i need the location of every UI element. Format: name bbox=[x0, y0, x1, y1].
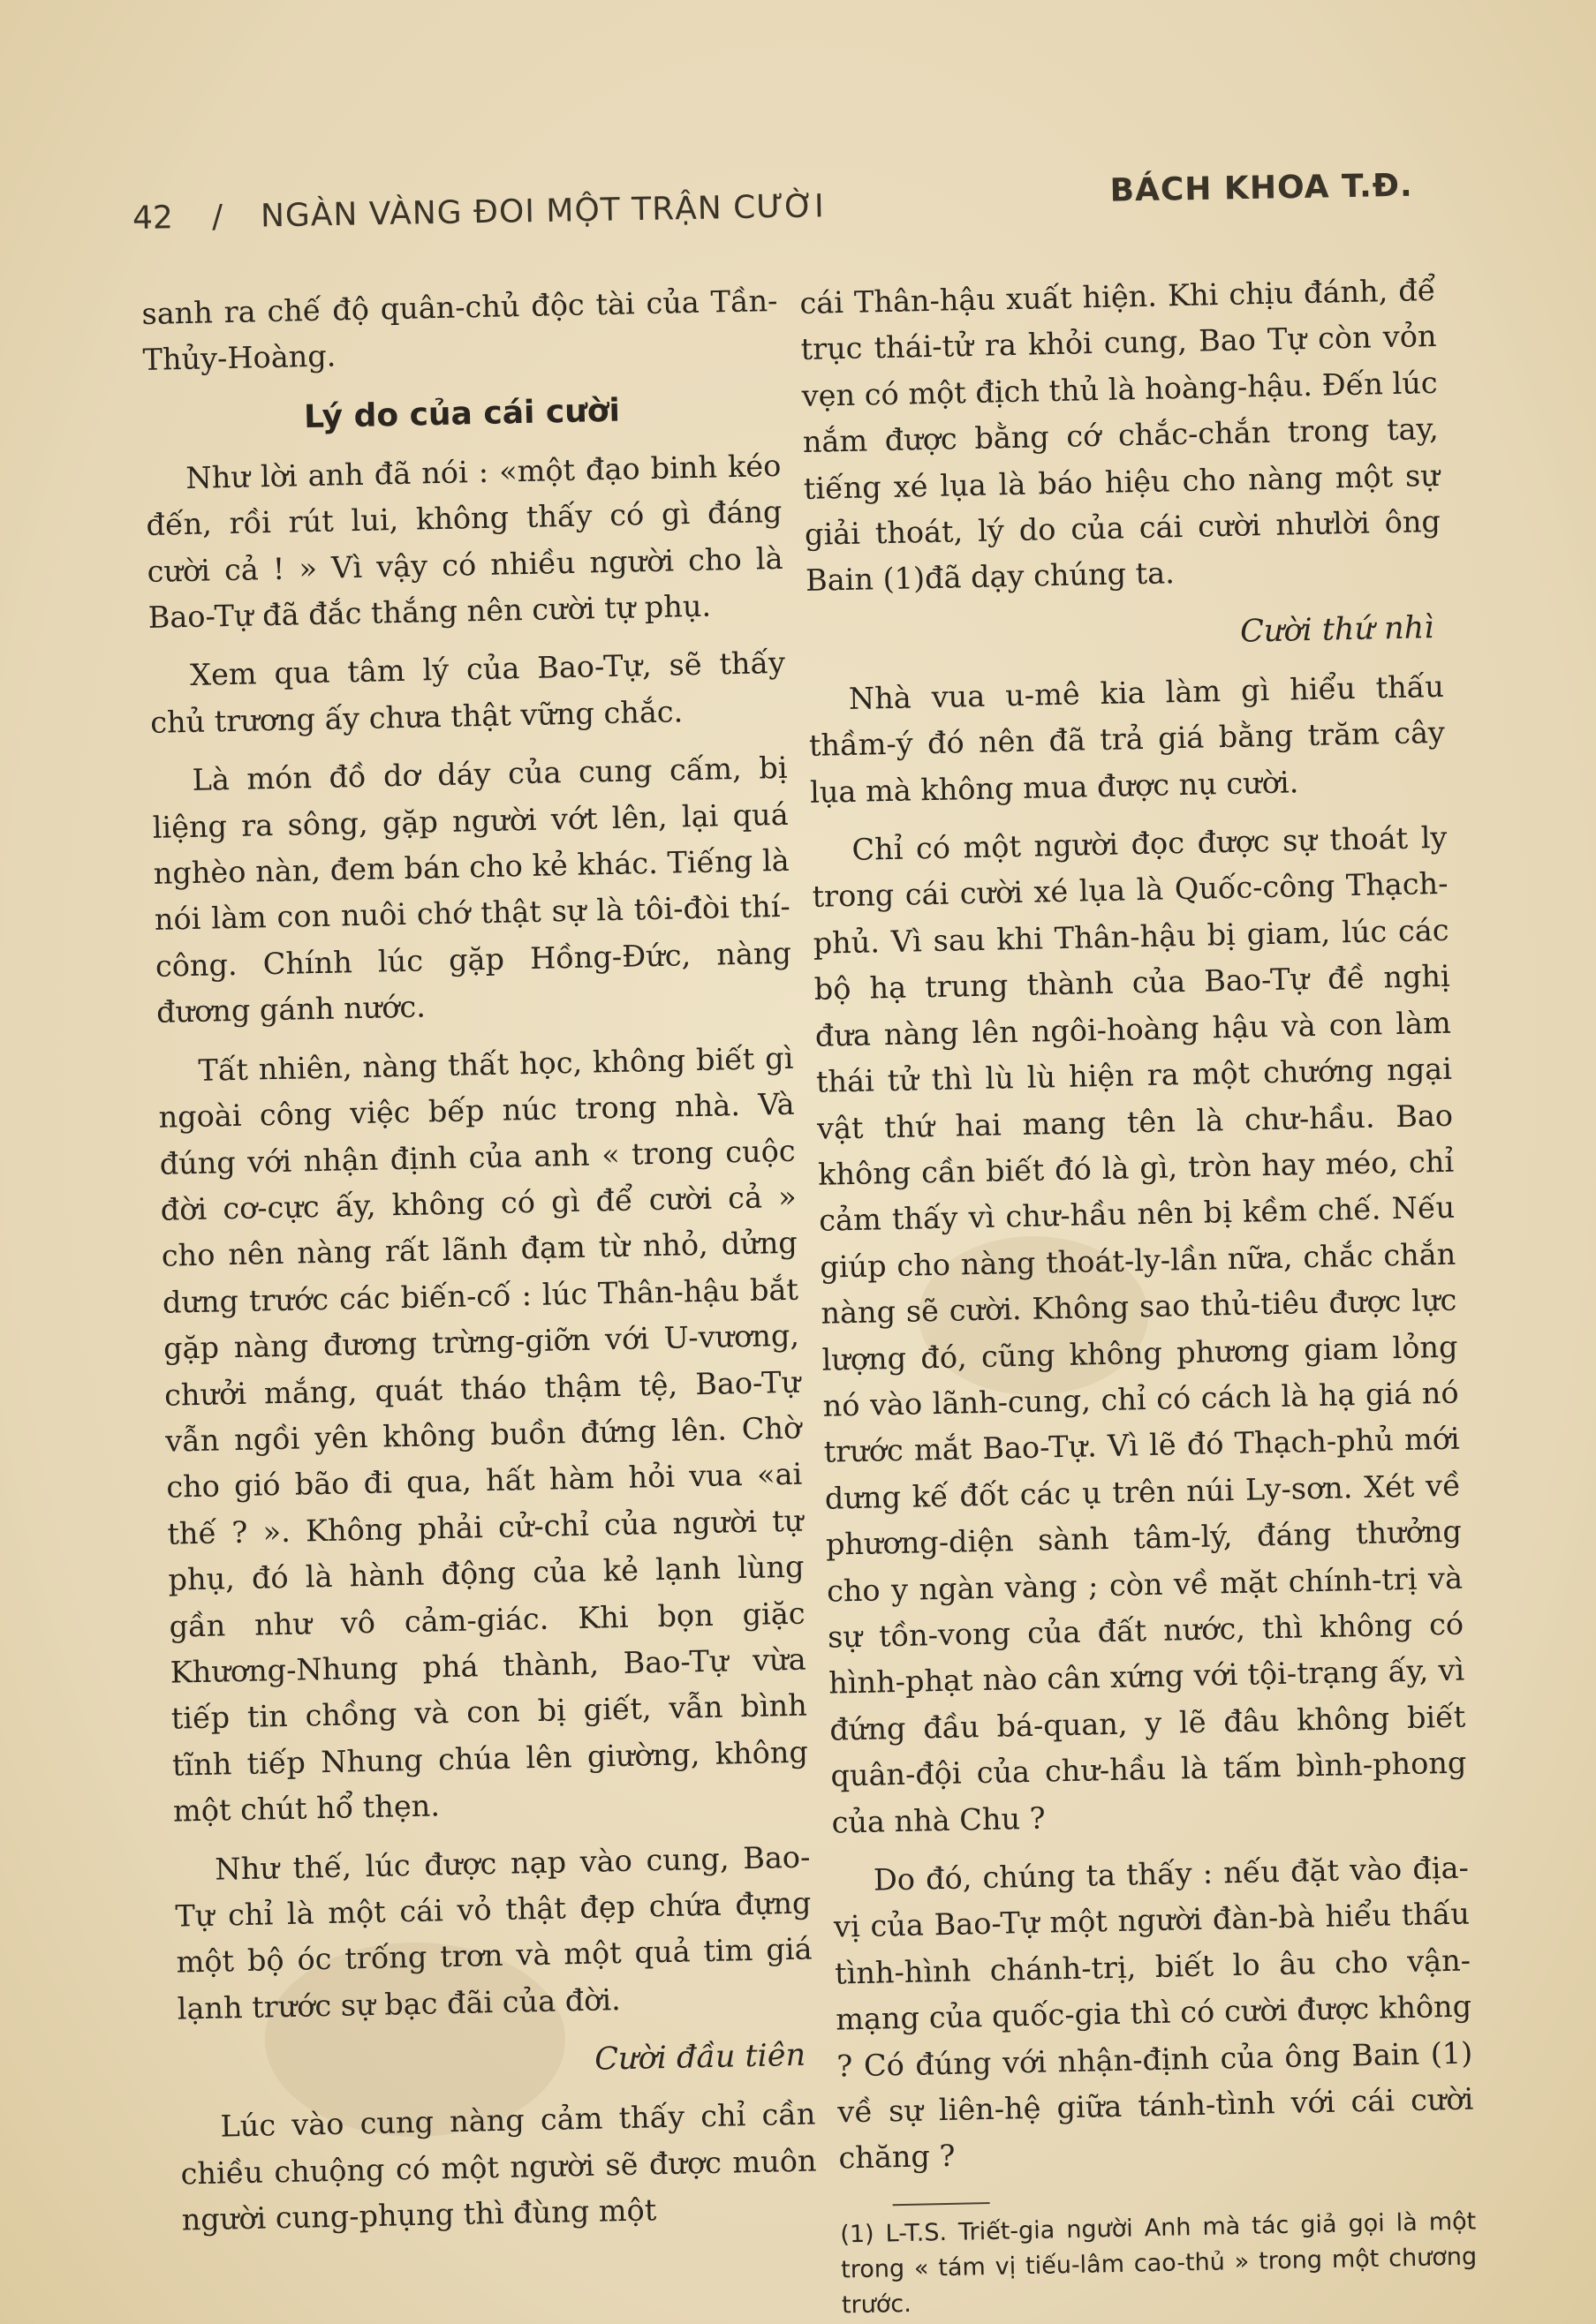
right-column bbox=[799, 268, 1479, 2324]
paragraph: Lúc vào cung nàng cảm thấy chỉ cần chiều chuộng có một người sẽ được muôn người cung-phụng thì đùng một bbox=[180, 2096, 817, 2237]
footnote: (1) L-T.S. Triết-gia người Anh mà tác giả gọi là một trong « tám vị tiếu-lâm cao-thủ » trong một chương trước. bbox=[840, 2207, 1478, 2320]
paragraph: Tất nhiên, nàng thất học, không biết gì ngoài công việc bếp núc trong nhà. Và đúng với nhận định của anh « trong cuộc đời cơ-cực ấy, không có gì để cười cả » cho nên nàng rất lãnh đạm từ nhỏ, dửng dưng trước các biến-cố : lúc Thân-hậu bắt gặp nàng đương trừng-giỡn với U-vương, chưởi mắng, quát tháo thậm tệ, Bao-Tự vẫn ngồi yên không buồn đứng lên. Chờ cho gió bão đi qua, hất hàm hỏi vua «ai thế ? ». Không phải cử-chỉ của người tự phụ, đó là hành động của kẻ lạnh lùng gần như vô cảm-giác. Khi bọn giặc Khương-Nhung phá thành, Bao-Tự vừa tiếp tin chồng và con bị giết, vẫn bình tĩnh tiếp Nhung chúa lên giường, không một chút hổ thẹn. bbox=[158, 1040, 809, 1829]
series-title: BÁCH KHOA T.Đ. bbox=[1109, 167, 1413, 209]
left-column bbox=[141, 278, 818, 2256]
paragraph: Là món đồ dơ dáy của cung cấm, bị liệng ra sông, gặp người vớt lên, lại quá nghèo nàn, đem bán cho kẻ khác. Tiếng là nói làm con nuôi chớ thật sự là tôi-đòi thí-công. Chính lúc gặp Hồng-Đức, nàng đương gánh nước. bbox=[152, 751, 792, 1030]
paragraph: Nhà vua u-mê kia làm gì hiểu thấu thầm-ý đó nên đã trả giá bằng trăm cây lụa mà không mua được nụ cười. bbox=[808, 668, 1446, 810]
paragraph: sanh ra chế độ quân-chủ độc tài của Tần-Thủy-Hoàng. bbox=[141, 283, 778, 378]
paragraph: Như thế, lúc được nạp vào cung, Bao-Tự chỉ là một cái vỏ thật đẹp chứa đựng một bộ óc trống trơn và một quả tim giá lạnh trước sự bạc đãi của đời. bbox=[175, 1839, 813, 2026]
header-separator: / bbox=[211, 199, 223, 236]
paragraph: Do đó, chúng ta thấy : nếu đặt vào địa-vị của Bao-Tự một người đàn-bà hiểu thấu tình-hình chánh-trị, biết lo âu cho vận-mạng của quốc-gia thì có cười được không ? Có đúng với nhận-định của ông Bain (1) về sự liên-hệ giữa tánh-tình với cái cười chăng ? bbox=[833, 1850, 1474, 2176]
paragraph: Chỉ có một người đọc được sự thoát ly trong cái cười xé lụa là Quốc-công Thạch-phủ. Vì sau khi Thân-hậu bị giam, lúc các bộ hạ trung thành của Bao-Tự đề nghị đưa nàng lên ngôi-hoàng hậu và con làm thái tử thì lù lù hiện ra một chướng ngại vật thứ hai mang tên là chư-hầu. Bao không cần biết đó là gì, tròn hay méo, chỉ cảm thấy vì chư-hầu nên bị kềm chế. Nếu giúp cho nàng thoát-ly-lần nữa, chắc chắn nàng sẽ cười. Không sao thủ-tiêu được lực lượng đó, cũng không phương giam lỏng nó vào lãnh-cung, chỉ có cách là hạ giá nó trước mắt Bao-Tự. Vì lẽ đó Thạch-phủ mới dưng kế đốt các ụ trên núi Ly-sơn. Xét về phương-diện sành tâm-lý, đáng thưởng cho y ngàn vàng ; còn về mặt chính-trị và sự tồn-vong của đất nước, thì không có hình-phạt nào cân xứng với tội-trạng ấy, vì đứng đầu bá-quan, y lẽ đâu không biết quân-đội của chư-hầu là tấm bình-phong của nhà Chu ? bbox=[812, 819, 1467, 1840]
section-subheading: Cười đầu tiên bbox=[594, 2037, 806, 2078]
paragraph: Xem qua tâm lý của Bao-Tự, sẽ thấy chủ trương ấy chưa thật vững chắc. bbox=[149, 645, 786, 740]
section-subheading: Cười thứ nhì bbox=[1239, 609, 1434, 650]
page-number: 42 bbox=[132, 200, 174, 237]
running-header bbox=[132, 168, 1413, 243]
footnote-rule bbox=[893, 2202, 990, 2206]
paragraph: Như lời anh đã nói : «một đạo binh kéo đến, rồi rút lui, không thấy có gì đáng cười cả ! » Vì vậy có nhiều người cho là Bao-Tự đã đắc thắng nên cười tự phụ. bbox=[146, 448, 783, 635]
chapter-title: NGÀN VÀNG ĐOI MỘT TRẬN CƯỜI bbox=[260, 188, 825, 235]
paragraph: cái Thân-hậu xuất hiện. Khi chịu đánh, để trục thái-tử ra khỏi cung, Bao Tự còn vỏn vẹn có một địch thủ là hoàng-hậu. Đến lúc nắm được bằng cớ chắc-chắn trong tay, tiếng xé lụa là báo hiệu cho nàng một sự giải thoát, lý do của cái cười nhưlời ông Bain (1)đã dạy chúng ta. bbox=[799, 272, 1441, 599]
section-heading: Lý do của cái cười bbox=[303, 392, 621, 435]
